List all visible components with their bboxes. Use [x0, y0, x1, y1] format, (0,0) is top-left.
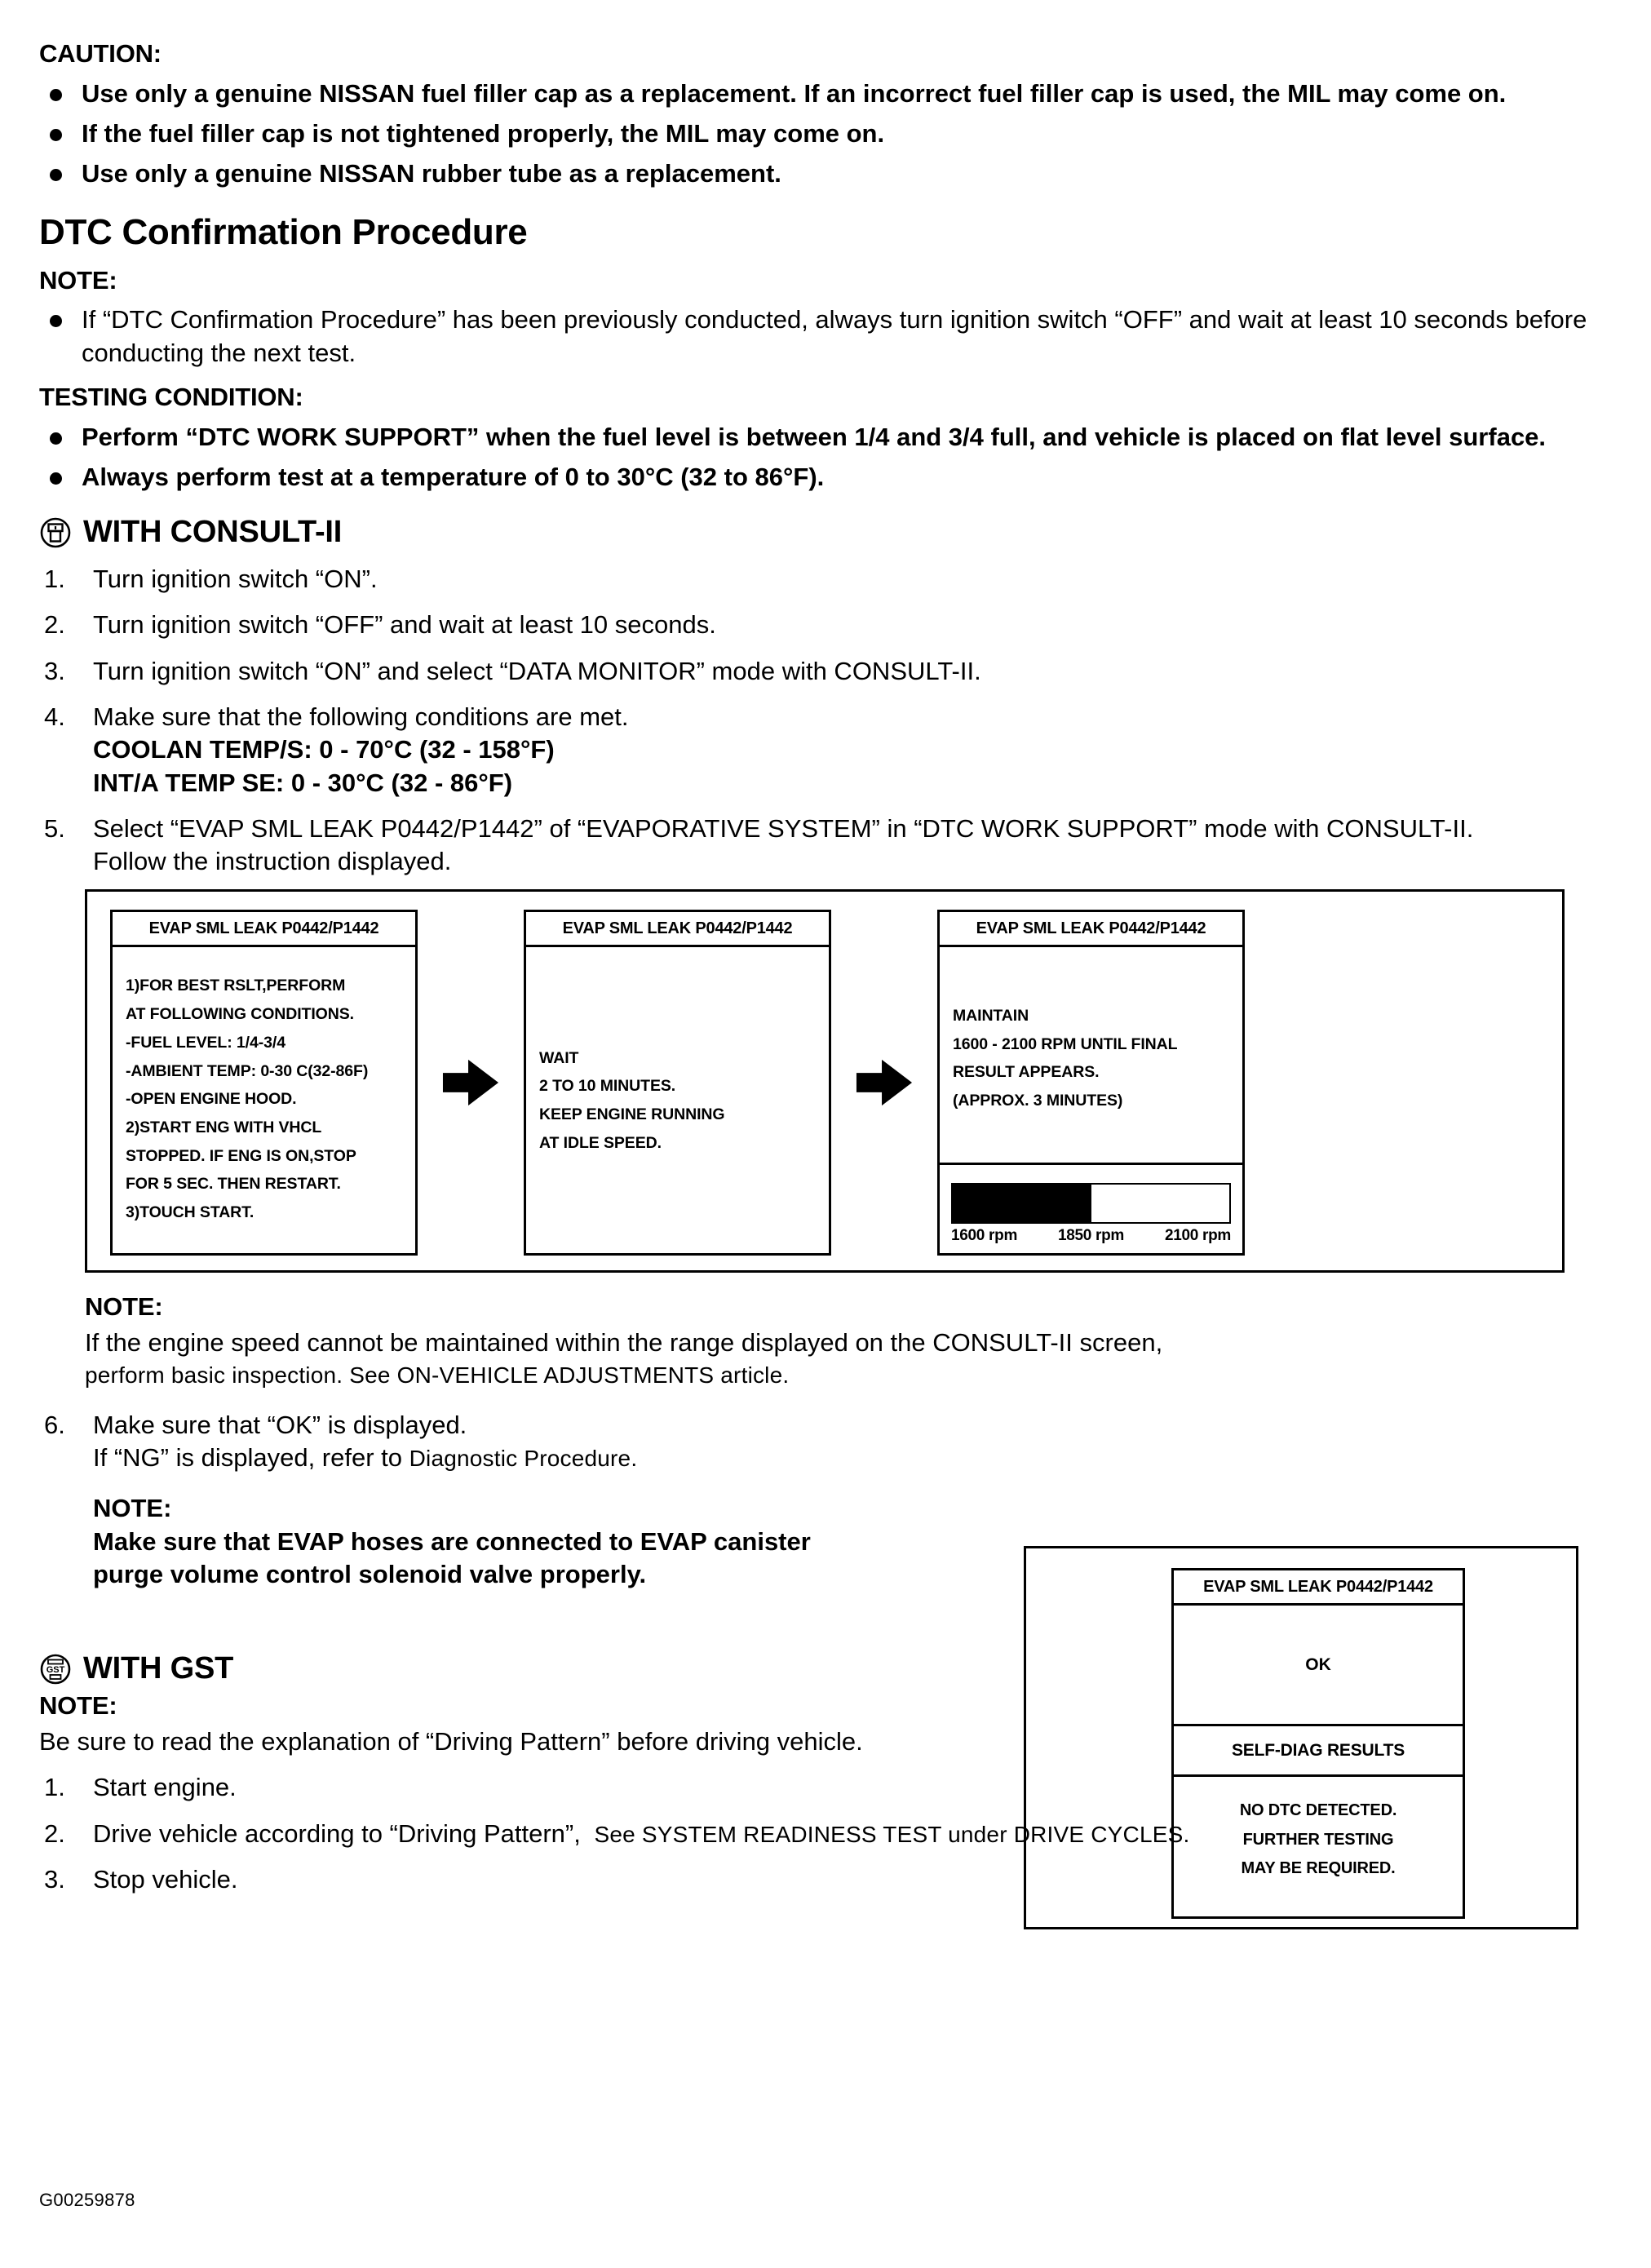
consult-screen-3	[937, 910, 1245, 1256]
step-number: 2.	[44, 1818, 65, 1848]
testing-condition-section	[39, 381, 1602, 494]
step6-note-label: NOTE:	[93, 1494, 172, 1523]
page-title: DTC Confirmation Procedure	[39, 211, 528, 252]
caution-item-3	[39, 157, 1602, 190]
rpm-label-max: 2100 rpm	[1164, 1227, 1231, 1245]
note-top-label: NOTE:	[39, 265, 117, 295]
screen1-line-9: 3)TOUCH START.	[126, 1203, 255, 1222]
testing-condition-item-text: Perform “DTC WORK SUPPORT” when the fuel level is between 1/4 and 3/4 full, and vehicle is placed on flat level surface.	[82, 422, 1547, 451]
gst-steps	[39, 1771, 1602, 1896]
note-after-line-2: perform basic inspection. See ON-VEHICLE ADJUSTMENTS article.	[85, 1362, 790, 1389]
consult-screens-illustration	[85, 889, 1565, 1273]
rpm-label-mid: 1850 rpm	[1057, 1227, 1125, 1245]
gst-note-label: NOTE:	[39, 1691, 117, 1721]
screen2-line-4: AT IDLE SPEED.	[539, 1133, 662, 1152]
rpm-gauge-labels	[949, 1227, 1233, 1245]
gst-step-1	[39, 1771, 1602, 1804]
right-arrow-icon	[854, 1052, 914, 1113]
follow-instruction-text: Follow the instruction displayed.	[93, 847, 452, 876]
step-number: 5.	[44, 813, 65, 843]
step6-note-line-1: Make sure that EVAP hoses are connected to EVAP canister	[93, 1526, 811, 1556]
step-text: Make sure that the following conditions are met.	[93, 702, 629, 731]
screen3-line-2: 1600 - 2100 RPM UNTIL FINAL	[953, 1034, 1178, 1053]
step-text: Stop vehicle.	[93, 1864, 238, 1894]
consult-step-5	[39, 813, 1602, 879]
screen1-line-4: -AMBIENT TEMP: 0-30 C(32-86F)	[126, 1061, 369, 1080]
ok-message-line-1: NO DTC DETECTED.	[1239, 1801, 1397, 1819]
consult-screen-2	[524, 910, 831, 1256]
consult-section-header	[39, 515, 1602, 550]
note-after-line-1: If the engine speed cannot be maintained within the range displayed on the CONSULT-II screen,	[85, 1328, 1163, 1358]
screen2-body	[526, 947, 829, 1253]
rpm-progress-bar	[951, 1183, 1231, 1224]
screen1-line-5: -OPEN ENGINE HOOD.	[126, 1090, 297, 1109]
note-top-list	[39, 303, 1602, 370]
rpm-progress-fill	[953, 1185, 1091, 1222]
step-number: 2.	[44, 610, 65, 640]
caution-item-text: Use only a genuine NISSAN fuel filler cap as a replacement. If an incorrect fuel filler cap is used, the MIL may come on.	[82, 78, 1507, 108]
right-arrow-icon	[440, 1052, 501, 1113]
consult-tool-icon	[39, 516, 72, 549]
step-number: 6.	[44, 1410, 65, 1439]
gst-step-3	[39, 1863, 1602, 1896]
step-number: 4.	[44, 702, 65, 731]
bullet-dot-icon	[50, 129, 62, 141]
testing-condition-item-1	[39, 421, 1602, 454]
testing-condition-item-2	[39, 461, 1602, 494]
consult-step-4	[39, 701, 1602, 800]
bullet-dot-icon	[50, 169, 62, 181]
gst-section-title: WITH GST	[83, 1651, 234, 1686]
consult-step-2	[39, 609, 1602, 641]
step-number: 1.	[44, 565, 65, 594]
caution-section	[39, 38, 1602, 191]
footer-reference-code: G00259878	[39, 2190, 135, 2210]
bullet-dot-icon	[50, 472, 62, 485]
step-text: Turn ignition switch “ON” and select “DATA MONITOR” mode with CONSULT-II.	[93, 656, 981, 685]
testing-condition-label: TESTING CONDITION:	[39, 382, 303, 411]
step-number: 3.	[44, 1864, 65, 1894]
note-after-label: NOTE:	[85, 1292, 163, 1322]
testing-condition-list	[39, 421, 1602, 494]
caution-label: CAUTION:	[39, 39, 162, 68]
consult-step-3	[39, 655, 1602, 688]
step-number: 1.	[44, 1773, 65, 1802]
gst-note-text: Be sure to read the explanation of “Driving Pattern” before driving vehicle.	[39, 1726, 863, 1756]
ok-message-line-3: MAY BE REQUIRED.	[1241, 1859, 1396, 1878]
screen2-line-2: 2 TO 10 MINUTES.	[539, 1077, 676, 1096]
ok-result-value: OK	[1174, 1606, 1463, 1726]
screen1-line-7: STOPPED. IF ENG IS ON,STOP	[126, 1146, 356, 1165]
screen3-body	[940, 947, 1242, 1163]
diagnostic-procedure-ref: Diagnostic Procedure.	[409, 1446, 638, 1472]
step6-line-1: Make sure that “OK” is displayed.	[93, 1410, 467, 1439]
caution-item-text: Use only a genuine NISSAN rubber tube as a replacement.	[82, 159, 781, 188]
caution-item-2	[39, 117, 1602, 150]
step-text: Start engine.	[93, 1773, 237, 1802]
screen3-line-4: (APPROX. 3 MINUTES)	[953, 1092, 1123, 1110]
driving-pattern-ref: See SYSTEM READINESS TEST under DRIVE CYCLES.	[594, 1821, 1190, 1847]
screen2-line-1: WAIT	[539, 1048, 579, 1067]
step6-line-2	[93, 1442, 1030, 1474]
step-text: Turn ignition switch “OFF” and wait at least 10 seconds.	[93, 610, 716, 640]
step6-line-2-lead: If “NG” is displayed, refer to	[93, 1443, 409, 1473]
testing-condition-item-text: Always perform test at a temperature of 0 to 30°C (32 to 86°F).	[82, 462, 825, 491]
coolant-temp-spec: COOLAN TEMP/S: 0 - 70°C (32 - 158°F)	[93, 735, 555, 764]
note-top-section	[39, 264, 1602, 370]
gst-tool-icon	[39, 1653, 72, 1685]
screens-row	[110, 910, 1245, 1256]
consult-steps	[39, 563, 1602, 878]
arrow-1-container	[418, 910, 524, 1256]
screen2-title: EVAP SML LEAK P0442/P1442	[526, 912, 829, 947]
bullet-dot-icon	[50, 432, 62, 445]
screen1-body	[113, 947, 415, 1253]
consult-step-1	[39, 563, 1602, 596]
ok-screen-title: EVAP SML LEAK P0442/P1442	[1174, 1570, 1463, 1606]
screen1-line-8: FOR 5 SEC. THEN RESTART.	[126, 1175, 341, 1194]
note-top-item-text: If “DTC Confirmation Procedure” has been previously conducted, always turn ignition switch “OFF” and wait at least 10 seconds before conducting the next test.	[82, 305, 1587, 367]
note-top-item-1	[39, 303, 1602, 370]
step6-block	[39, 1409, 1030, 1591]
screen1-line-3: -FUEL LEVEL: 1/4-3/4	[126, 1033, 285, 1052]
consult-section-title: WITH CONSULT-II	[83, 515, 343, 550]
step-text: Select “EVAP SML LEAK P0442/P1442” of “EVAPORATIVE SYSTEM” in “DTC WORK SUPPORT” mode with CONSULT-II.	[93, 813, 1474, 843]
arrow-2-container	[831, 910, 937, 1256]
note-after-illustration	[85, 1291, 1602, 1390]
ok-message-line-2: FURTHER TESTING	[1242, 1830, 1394, 1849]
caution-item-text: If the fuel filler cap is not tightened properly, the MIL may come on.	[82, 118, 885, 148]
screen1-line-2: AT FOLLOWING CONDITIONS.	[126, 1005, 354, 1024]
step-number: 3.	[44, 656, 65, 685]
rpm-gauge	[940, 1163, 1242, 1253]
caution-list	[39, 78, 1602, 191]
screen3-title: EVAP SML LEAK P0442/P1442	[940, 912, 1242, 947]
intake-air-temp-spec: INT/A TEMP SE: 0 - 30°C (32 - 86°F)	[93, 768, 513, 797]
screen2-line-3: KEEP ENGINE RUNNING	[539, 1105, 725, 1123]
step6-note-line-2: purge volume control solenoid valve properly.	[93, 1560, 647, 1589]
rpm-label-min: 1600 rpm	[951, 1227, 1018, 1245]
step-text: Turn ignition switch “ON”.	[93, 565, 378, 594]
screen1-title: EVAP SML LEAK P0442/P1442	[113, 912, 415, 947]
self-diag-results-label: SELF-DIAG RESULTS	[1174, 1726, 1463, 1777]
consult-screen-1	[110, 910, 418, 1256]
svg-text:GST: GST	[46, 1664, 65, 1675]
screen3-line-3: RESULT APPEARS.	[953, 1063, 1100, 1082]
screen3-line-1: MAINTAIN	[953, 1007, 1029, 1025]
bullet-dot-icon	[50, 315, 62, 327]
bullet-dot-icon	[50, 89, 62, 101]
step-text: Drive vehicle according to “Driving Pattern”,	[93, 1818, 581, 1848]
screen1-line-1: 1)FOR BEST RSLT,PERFORM	[126, 977, 346, 995]
gst-step-2	[39, 1818, 1602, 1850]
screen1-line-6: 2)START ENG WITH VHCL	[126, 1118, 322, 1136]
caution-item-1	[39, 78, 1602, 110]
consult-step-6	[39, 1409, 1030, 1591]
